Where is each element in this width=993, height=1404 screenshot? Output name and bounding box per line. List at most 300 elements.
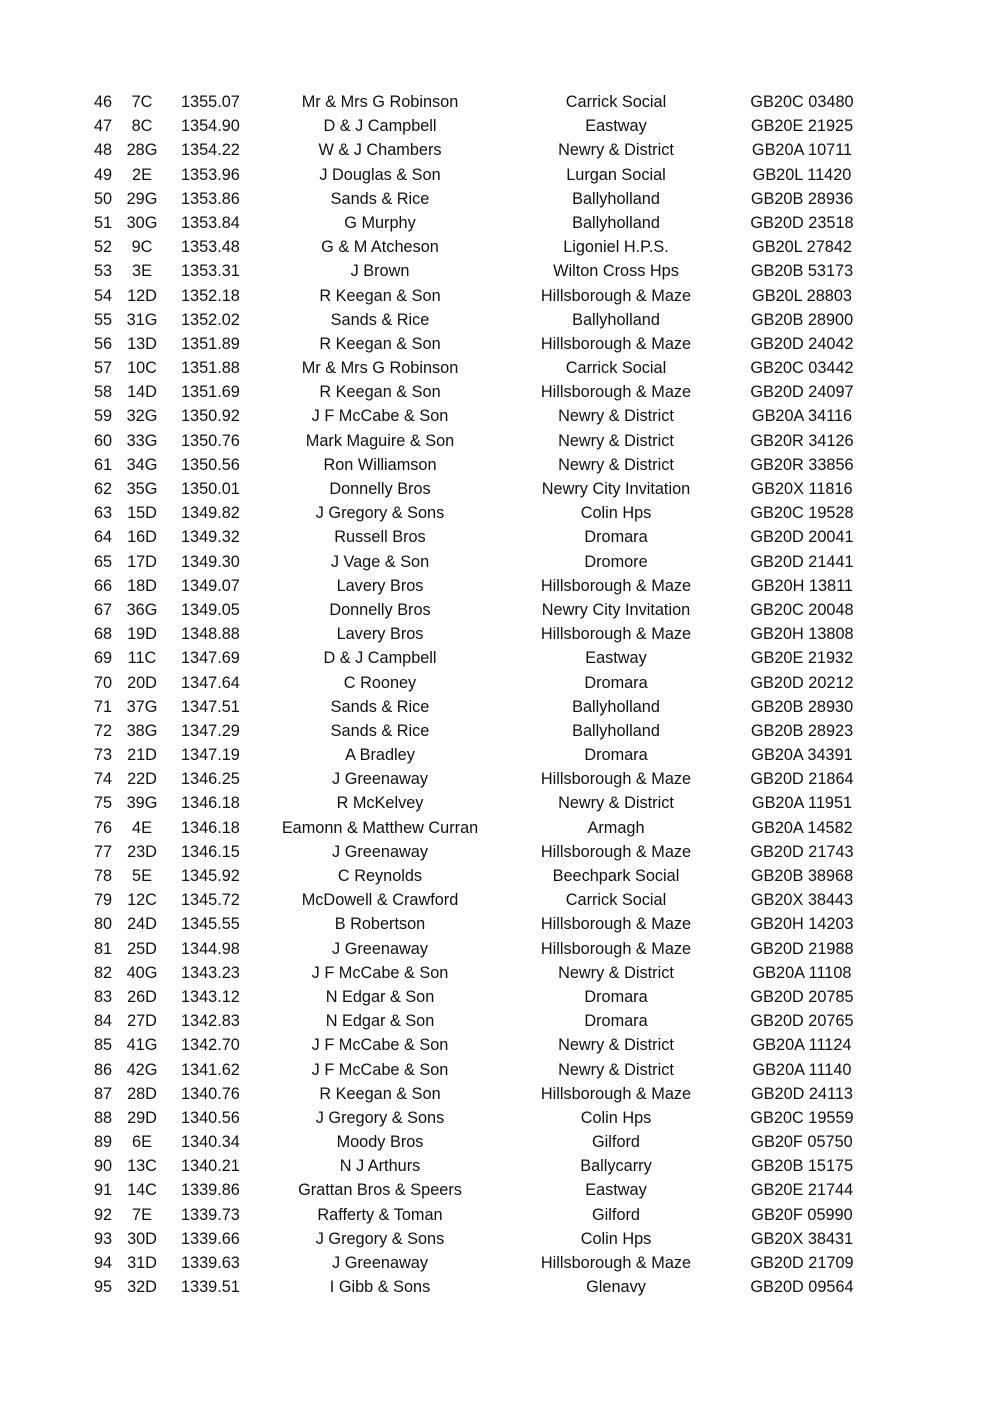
fancier-name-cell: Eamonn & Matthew Curran xyxy=(281,818,479,837)
velocity-cell: 1352.02 xyxy=(181,310,240,329)
club-cell: Hillsborough & Maze xyxy=(540,625,692,644)
club-cell: Eastway xyxy=(585,1181,647,1200)
club-cell: Lurgan Social xyxy=(566,165,666,184)
fancier-name-cell: W & J Chambers xyxy=(318,141,442,160)
table-row xyxy=(0,695,993,719)
club-cell: Ballyholland xyxy=(572,213,660,232)
table-row xyxy=(0,453,993,477)
ring-number-cell: GB20A 11108 xyxy=(752,963,852,982)
club-cell: Dromara xyxy=(584,987,648,1006)
fancier-name-cell: J Douglas & Son xyxy=(319,165,441,184)
club-cell: Hillsborough & Maze xyxy=(540,286,692,305)
table-row xyxy=(0,525,993,549)
club-cell: Gilford xyxy=(592,1205,640,1224)
ring-number-cell: GB20C 19528 xyxy=(750,504,854,523)
entry-code-cell: 11C xyxy=(127,649,157,668)
table-row xyxy=(0,404,993,428)
club-cell: Ballycarry xyxy=(580,1157,652,1176)
velocity-cell: 1352.18 xyxy=(181,286,240,305)
table-row xyxy=(0,114,993,138)
club-cell: Hillsborough & Maze xyxy=(540,1254,692,1272)
velocity-cell: 1339.66 xyxy=(181,1229,240,1248)
results-table xyxy=(0,90,993,1299)
ring-number-cell: GB20H 13808 xyxy=(750,625,854,644)
velocity-cell: 1354.22 xyxy=(181,141,240,160)
ring-number-cell: GB20A 34391 xyxy=(751,746,853,765)
ring-number-cell: GB20H 14203 xyxy=(750,915,854,934)
ring-number-cell: GB20R 33856 xyxy=(750,455,854,474)
fancier-name-cell: Mr & Mrs G Robinson xyxy=(301,93,459,111)
position-cell: 72 xyxy=(94,721,113,740)
club-cell: Newry & District xyxy=(558,963,674,982)
ring-number-cell: GB20D 20785 xyxy=(750,987,854,1006)
velocity-cell: 1353.48 xyxy=(181,238,240,257)
table-row xyxy=(0,791,993,815)
entry-code-cell: 8C xyxy=(131,117,153,136)
position-cell: 47 xyxy=(94,117,113,136)
entry-code-cell: 28G xyxy=(126,141,158,160)
position-cell: 62 xyxy=(94,480,113,498)
entry-code-cell: 31G xyxy=(126,310,158,329)
club-cell: Newry & District xyxy=(558,1060,674,1079)
table-row xyxy=(0,888,993,912)
velocity-cell: 1349.05 xyxy=(181,600,240,619)
club-cell: Ballyholland xyxy=(572,721,660,740)
entry-code-cell: 28D xyxy=(127,1084,157,1103)
fancier-name-cell: R Keegan & Son xyxy=(319,334,441,353)
club-cell: Beechpark Social xyxy=(552,867,680,885)
club-cell: Hillsborough & Maze xyxy=(540,383,692,402)
ring-number-cell: GB20A 11951 xyxy=(751,794,853,813)
fancier-name-cell: R Keegan & Son xyxy=(319,286,441,305)
position-cell: 64 xyxy=(94,528,113,547)
fancier-name-cell: N Edgar & Son xyxy=(325,1012,435,1031)
velocity-cell: 1349.82 xyxy=(181,504,240,523)
ring-number-cell: GB20F 05990 xyxy=(751,1205,853,1224)
position-cell: 46 xyxy=(94,93,113,111)
fancier-name-cell: Donnelly Bros xyxy=(329,480,431,498)
velocity-cell: 1345.55 xyxy=(181,915,240,934)
ring-number-cell: GB20C 20048 xyxy=(750,600,854,619)
entry-code-cell: 32G xyxy=(126,407,158,426)
entry-code-cell: 27D xyxy=(127,1012,157,1031)
fancier-name-cell: J Vage & Son xyxy=(330,552,430,571)
entry-code-cell: 24D xyxy=(127,915,157,934)
club-cell: Ballyholland xyxy=(572,697,660,716)
club-cell: Carrick Social xyxy=(565,359,667,378)
entry-code-cell: 31D xyxy=(127,1254,157,1272)
table-row xyxy=(0,501,993,525)
fancier-name-cell: Ron Williamson xyxy=(323,455,437,474)
position-cell: 93 xyxy=(94,1229,113,1248)
table-row xyxy=(0,235,993,259)
entry-code-cell: 25D xyxy=(127,939,157,958)
ring-number-cell: GB20D 21988 xyxy=(750,939,854,958)
table-row xyxy=(0,284,993,308)
table-row xyxy=(0,671,993,695)
table-row xyxy=(0,1178,993,1202)
velocity-cell: 1355.07 xyxy=(181,93,240,111)
club-cell: Hillsborough & Maze xyxy=(540,915,692,934)
ring-number-cell: GB20D 21864 xyxy=(750,770,854,789)
ring-number-cell: GB20X 11816 xyxy=(751,480,853,498)
ring-number-cell: GB20E 21925 xyxy=(750,117,854,136)
club-cell: Hillsborough & Maze xyxy=(540,576,692,595)
table-row xyxy=(0,1058,993,1082)
velocity-cell: 1346.15 xyxy=(181,842,240,861)
position-cell: 59 xyxy=(94,407,113,426)
position-cell: 73 xyxy=(94,746,113,765)
table-row xyxy=(0,912,993,936)
ring-number-cell: GB20B 28923 xyxy=(750,721,854,740)
entry-code-cell: 29D xyxy=(127,1108,157,1127)
club-cell: Colin Hps xyxy=(580,504,652,523)
table-row xyxy=(0,574,993,598)
entry-code-cell: 41G xyxy=(126,1036,158,1055)
position-cell: 57 xyxy=(94,359,113,378)
fancier-name-cell: D & J Campbell xyxy=(323,649,437,668)
position-cell: 75 xyxy=(94,794,113,813)
entry-code-cell: 19D xyxy=(127,625,157,644)
ring-number-cell: GB20F 05750 xyxy=(751,1133,853,1152)
position-cell: 66 xyxy=(94,576,113,595)
position-cell: 87 xyxy=(94,1084,113,1103)
ring-number-cell: GB20D 09564 xyxy=(750,1278,854,1297)
fancier-name-cell: J F McCabe & Son xyxy=(311,1036,449,1055)
fancier-name-cell: Sands & Rice xyxy=(330,721,430,740)
position-cell: 53 xyxy=(94,262,113,281)
entry-code-cell: 4E xyxy=(132,818,152,837)
entry-code-cell: 10C xyxy=(127,359,157,378)
velocity-cell: 1343.23 xyxy=(181,963,240,982)
fancier-name-cell: J Gregory & Sons xyxy=(315,504,445,523)
entry-code-cell: 34G xyxy=(126,455,158,474)
club-cell: Newry City Invitation xyxy=(541,600,691,619)
fancier-name-cell: J F McCabe & Son xyxy=(311,1060,449,1079)
ring-number-cell: GB20B 53173 xyxy=(750,262,854,281)
fancier-name-cell: Lavery Bros xyxy=(336,625,424,644)
velocity-cell: 1345.72 xyxy=(181,891,240,910)
ring-number-cell: GB20B 28936 xyxy=(750,189,854,208)
ring-number-cell: GB20H 13811 xyxy=(751,576,853,595)
fancier-name-cell: R Keegan & Son xyxy=(319,1084,441,1103)
velocity-cell: 1339.51 xyxy=(181,1278,240,1297)
position-cell: 68 xyxy=(94,625,113,644)
entry-code-cell: 30D xyxy=(127,1229,157,1248)
velocity-cell: 1341.62 xyxy=(181,1060,240,1079)
table-row xyxy=(0,816,993,840)
table-row xyxy=(0,1251,993,1275)
club-cell: Carrick Social xyxy=(565,93,667,111)
table-row xyxy=(0,743,993,767)
table-row xyxy=(0,308,993,332)
table-row xyxy=(0,719,993,743)
velocity-cell: 1350.92 xyxy=(181,407,240,426)
ring-number-cell: GB20L 28803 xyxy=(752,286,852,305)
club-cell: Ligoniel H.P.S. xyxy=(563,238,669,257)
table-row xyxy=(0,1227,993,1251)
velocity-cell: 1346.18 xyxy=(181,818,240,837)
ring-number-cell: GB20L 11420 xyxy=(752,165,852,184)
fancier-name-cell: Russell Bros xyxy=(334,528,426,547)
table-row xyxy=(0,187,993,211)
club-cell: Eastway xyxy=(585,117,647,136)
entry-code-cell: 35G xyxy=(126,480,158,498)
entry-code-cell: 18D xyxy=(127,576,157,595)
ring-number-cell: GB20E 21932 xyxy=(750,649,854,668)
table-row xyxy=(0,90,993,114)
table-row xyxy=(0,840,993,864)
velocity-cell: 1351.69 xyxy=(181,383,240,402)
table-row xyxy=(0,356,993,380)
position-cell: 76 xyxy=(94,818,113,837)
position-cell: 48 xyxy=(94,141,113,160)
velocity-cell: 1348.88 xyxy=(181,625,240,644)
velocity-cell: 1347.29 xyxy=(181,721,240,740)
entry-code-cell: 13C xyxy=(127,1157,157,1176)
club-cell: Dromara xyxy=(584,673,648,692)
entry-code-cell: 12C xyxy=(127,891,157,910)
position-cell: 70 xyxy=(94,673,113,692)
table-row xyxy=(0,211,993,235)
ring-number-cell: GB20D 21709 xyxy=(750,1254,854,1272)
ring-number-cell: GB20D 23518 xyxy=(750,213,854,232)
velocity-cell: 1353.86 xyxy=(181,189,240,208)
position-cell: 63 xyxy=(94,504,113,523)
position-cell: 69 xyxy=(94,649,113,668)
table-row xyxy=(0,138,993,162)
position-cell: 91 xyxy=(94,1181,113,1200)
entry-code-cell: 29G xyxy=(126,189,158,208)
table-row xyxy=(0,1106,993,1130)
velocity-cell: 1339.73 xyxy=(181,1205,240,1224)
table-row xyxy=(0,332,993,356)
fancier-name-cell: Mark Maguire & Son xyxy=(305,431,455,450)
velocity-cell: 1344.98 xyxy=(181,939,240,958)
club-cell: Newry City Invitation xyxy=(541,480,691,498)
table-row xyxy=(0,598,993,622)
club-cell: Eastway xyxy=(585,649,647,668)
position-cell: 55 xyxy=(94,310,113,329)
club-cell: Dromara xyxy=(584,1012,648,1031)
table-row xyxy=(0,1203,993,1227)
club-cell: Colin Hps xyxy=(580,1108,652,1127)
entry-code-cell: 20D xyxy=(127,673,157,692)
ring-number-cell: GB20B 15175 xyxy=(750,1157,854,1176)
entry-code-cell: 38G xyxy=(126,721,158,740)
position-cell: 92 xyxy=(94,1205,113,1224)
table-row xyxy=(0,1082,993,1106)
velocity-cell: 1340.21 xyxy=(181,1157,240,1176)
table-row xyxy=(0,477,993,501)
position-cell: 78 xyxy=(94,867,113,885)
entry-code-cell: 9C xyxy=(131,238,153,257)
table-row xyxy=(0,1033,993,1057)
velocity-cell: 1349.32 xyxy=(181,528,240,547)
position-cell: 65 xyxy=(94,552,113,571)
table-row xyxy=(0,550,993,574)
fancier-name-cell: N Edgar & Son xyxy=(325,987,435,1006)
velocity-cell: 1340.56 xyxy=(181,1108,240,1127)
position-cell: 52 xyxy=(94,238,113,257)
table-row xyxy=(0,1009,993,1033)
ring-number-cell: GB20D 20765 xyxy=(750,1012,854,1031)
fancier-name-cell: J Greenaway xyxy=(332,770,428,789)
entry-code-cell: 30G xyxy=(126,213,158,232)
club-cell: Wilton Cross Hps xyxy=(553,262,679,281)
position-cell: 95 xyxy=(94,1278,113,1297)
ring-number-cell: GB20A 14582 xyxy=(751,818,853,837)
ring-number-cell: GB20E 21744 xyxy=(750,1181,854,1200)
velocity-cell: 1349.07 xyxy=(181,576,240,595)
ring-number-cell: GB20R 34126 xyxy=(750,431,854,450)
table-row xyxy=(0,1154,993,1178)
club-cell: Hillsborough & Maze xyxy=(540,842,692,861)
velocity-cell: 1351.89 xyxy=(181,334,240,353)
entry-code-cell: 42G xyxy=(126,1060,158,1079)
club-cell: Hillsborough & Maze xyxy=(540,939,692,958)
club-cell: Hillsborough & Maze xyxy=(540,770,692,789)
club-cell: Newry & District xyxy=(558,431,674,450)
club-cell: Newry & District xyxy=(558,794,674,813)
velocity-cell: 1354.90 xyxy=(181,117,240,136)
entry-code-cell: 23D xyxy=(127,842,157,861)
ring-number-cell: GB20A 11140 xyxy=(752,1060,852,1079)
fancier-name-cell: J F McCabe & Son xyxy=(311,407,449,426)
fancier-name-cell: Sands & Rice xyxy=(330,189,430,208)
fancier-name-cell: J F McCabe & Son xyxy=(311,963,449,982)
entry-code-cell: 33G xyxy=(126,431,158,450)
club-cell: Newry & District xyxy=(558,1036,674,1055)
entry-code-cell: 7C xyxy=(131,93,153,111)
ring-number-cell: GB20X 38431 xyxy=(750,1229,854,1248)
fancier-name-cell: D & J Campbell xyxy=(323,117,437,136)
ring-number-cell: GB20D 24113 xyxy=(751,1084,853,1103)
fancier-name-cell: Moody Bros xyxy=(336,1133,424,1152)
velocity-cell: 1343.12 xyxy=(181,987,240,1006)
table-row xyxy=(0,380,993,404)
ring-number-cell: GB20B 28900 xyxy=(750,310,854,329)
position-cell: 90 xyxy=(94,1157,113,1176)
table-row xyxy=(0,259,993,283)
velocity-cell: 1353.31 xyxy=(181,262,240,281)
velocity-cell: 1339.63 xyxy=(181,1254,240,1272)
entry-code-cell: 5E xyxy=(132,867,152,885)
club-cell: Hillsborough & Maze xyxy=(540,334,692,353)
position-cell: 61 xyxy=(94,455,113,474)
position-cell: 77 xyxy=(94,842,113,861)
velocity-cell: 1349.30 xyxy=(181,552,240,571)
fancier-name-cell: Rafferty & Toman xyxy=(317,1205,443,1224)
club-cell: Dromore xyxy=(584,552,648,571)
entry-code-cell: 32D xyxy=(127,1278,157,1297)
fancier-name-cell: Mr & Mrs G Robinson xyxy=(301,359,459,378)
velocity-cell: 1347.69 xyxy=(181,649,240,668)
fancier-name-cell: G Murphy xyxy=(344,213,416,232)
ring-number-cell: GB20C 19559 xyxy=(750,1108,854,1127)
position-cell: 60 xyxy=(94,431,113,450)
club-cell: Glenavy xyxy=(586,1278,646,1297)
table-row xyxy=(0,646,993,670)
fancier-name-cell: J Greenaway xyxy=(332,842,428,861)
ring-number-cell: GB20D 24097 xyxy=(750,383,854,402)
club-cell: Dromara xyxy=(584,528,648,547)
entry-code-cell: 40G xyxy=(126,963,158,982)
fancier-name-cell: Grattan Bros & Speers xyxy=(298,1181,462,1200)
entry-code-cell: 6E xyxy=(132,1133,152,1152)
fancier-name-cell: J Gregory & Sons xyxy=(315,1229,445,1248)
fancier-name-cell: McDowell & Crawford xyxy=(301,891,459,910)
velocity-cell: 1340.76 xyxy=(181,1084,240,1103)
club-cell: Colin Hps xyxy=(580,1229,652,1248)
velocity-cell: 1345.92 xyxy=(181,867,240,885)
position-cell: 49 xyxy=(94,165,113,184)
velocity-cell: 1353.96 xyxy=(181,165,240,184)
fancier-name-cell: R McKelvey xyxy=(336,794,424,813)
fancier-name-cell: J Greenaway xyxy=(332,939,428,958)
position-cell: 58 xyxy=(94,383,113,402)
entry-code-cell: 14D xyxy=(127,383,157,402)
entry-code-cell: 14C xyxy=(127,1181,157,1200)
velocity-cell: 1351.88 xyxy=(181,359,240,378)
position-cell: 80 xyxy=(94,915,113,934)
ring-number-cell: GB20L 27842 xyxy=(752,238,852,257)
position-cell: 79 xyxy=(94,891,113,910)
table-row xyxy=(0,622,993,646)
entry-code-cell: 22D xyxy=(127,770,157,789)
fancier-name-cell: A Bradley xyxy=(345,746,415,765)
fancier-name-cell: R Keegan & Son xyxy=(319,383,441,402)
fancier-name-cell: C Reynolds xyxy=(337,867,423,885)
velocity-cell: 1347.51 xyxy=(181,697,240,716)
velocity-cell: 1350.01 xyxy=(181,480,240,498)
entry-code-cell: 12D xyxy=(127,286,157,305)
fancier-name-cell: G & M Atcheson xyxy=(321,238,439,257)
ring-number-cell: GB20D 21441 xyxy=(750,552,854,571)
entry-code-cell: 16D xyxy=(127,528,157,547)
position-cell: 56 xyxy=(94,334,113,353)
fancier-name-cell: Donnelly Bros xyxy=(329,600,431,619)
position-cell: 74 xyxy=(94,770,113,789)
table-row xyxy=(0,937,993,961)
entry-code-cell: 2E xyxy=(132,165,152,184)
entry-code-cell: 3E xyxy=(132,262,152,281)
ring-number-cell: GB20C 03480 xyxy=(750,93,854,111)
fancier-name-cell: J Brown xyxy=(350,262,410,281)
position-cell: 67 xyxy=(94,600,113,619)
position-cell: 51 xyxy=(94,213,113,232)
velocity-cell: 1346.25 xyxy=(181,770,240,789)
ring-number-cell: GB20D 24042 xyxy=(750,334,854,353)
table-row xyxy=(0,961,993,985)
fancier-name-cell: B Robertson xyxy=(334,915,426,934)
ring-number-cell: GB20A 11124 xyxy=(752,1036,852,1055)
velocity-cell: 1350.76 xyxy=(181,431,240,450)
club-cell: Armagh xyxy=(587,818,645,837)
table-row xyxy=(0,1130,993,1154)
entry-code-cell: 13D xyxy=(127,334,157,353)
position-cell: 81 xyxy=(94,939,113,958)
entry-code-cell: 21D xyxy=(127,746,157,765)
table-row xyxy=(0,163,993,187)
velocity-cell: 1346.18 xyxy=(181,794,240,813)
entry-code-cell: 15D xyxy=(127,504,157,523)
club-cell: Newry & District xyxy=(558,455,674,474)
ring-number-cell: GB20X 38443 xyxy=(750,891,854,910)
position-cell: 88 xyxy=(94,1108,113,1127)
velocity-cell: 1347.19 xyxy=(181,746,240,765)
ring-number-cell: GB20D 21743 xyxy=(750,842,854,861)
